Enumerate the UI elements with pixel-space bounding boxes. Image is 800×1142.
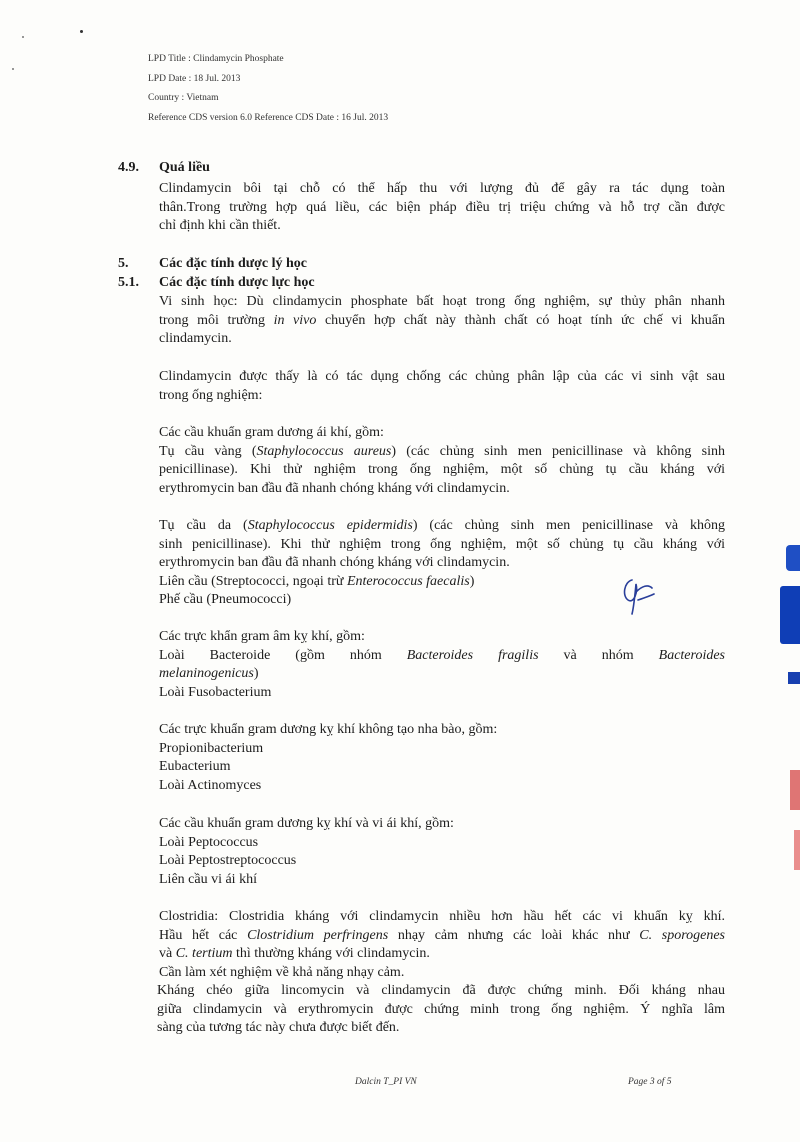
header-country: Country : Vietnam: [148, 93, 219, 103]
text-line: trong ống nghiệm:: [159, 387, 263, 403]
text-line: thân.Trong trường hợp quá liều, các biện pháp điều trị triệu chứng và hỗ trợ cần được: [159, 199, 725, 215]
scan-speck: [80, 30, 83, 33]
section-4-9-heading: [118, 160, 210, 176]
text-line: sinh penicillinase). Khi thử nghiệm trong ống nghiệm, một số chủng tụ cầu kháng với: [159, 536, 725, 552]
list-item: Eubacterium: [159, 759, 231, 774]
handwritten-initials: [618, 574, 658, 618]
group-heading: Các cầu khuẩn gram dương ái khí, gồm:: [159, 425, 384, 440]
header-lpd-title: LPD Title : Clindamycin Phosphate: [148, 54, 284, 64]
text-line: clindamycin.: [159, 331, 232, 346]
scan-edge-mark: [788, 672, 800, 684]
group-heading: Các cầu khuẩn gram dương kỵ khí và vi ái khí, gồm:: [159, 816, 454, 831]
list-item: Loài Peptostreptococcus: [159, 853, 297, 868]
footer-document-id: Dalcin T_PI VN: [355, 1077, 417, 1087]
text-line: Kháng chéo giữa lincomycin và clindamycin đã được chứng minh. Đối kháng nhau: [157, 983, 725, 998]
anaerobic-gram-positive-bacilli: [159, 721, 725, 795]
header-reference-cds: Reference CDS version 6.0 Reference CDS Date : 16 Jul. 2013: [148, 112, 389, 123]
text-line: Clindamycin bôi tại chỗ có thể hấp thu với lượng đủ để gây ra tác dụng toàn: [159, 181, 725, 196]
text-line: Clostridia: Clostridia kháng với clindamycin nhiều hơn hầu hết các vi khuẩn kỵ khí.: [159, 909, 725, 924]
text-line: giữa clindamycin và erythromycin được chứng minh trong ống nghiệm. Ý nghĩa lâm: [157, 1001, 725, 1017]
text-line: erythromycin ban đầu đã nhanh chóng kháng với clindamycin.: [159, 480, 510, 496]
list-item: Loài Peptococcus: [159, 834, 259, 850]
document-header: [148, 50, 388, 128]
text-line: Tụ cầu vàng (Staphylococcus aureus) (các chủng sinh men penicillinase và không sinh: [159, 443, 725, 459]
list-item: Loài Actinomyces: [159, 777, 262, 793]
text-line: chỉ định khi cần thiết.: [159, 218, 281, 233]
list-item: Liên cầu vi ái khí: [159, 871, 257, 887]
scan-speck: [22, 36, 24, 38]
scan-edge-mark: [786, 545, 800, 571]
section-title: Các đặc tính dược lực học: [159, 275, 315, 290]
clostridia-paragraph: [159, 908, 725, 982]
aerobic-gram-positive-cocci: [159, 424, 725, 498]
group-heading: Các trực khẩn gram âm kỵ khí, gồm:: [159, 629, 365, 644]
group-heading: Các trực khuẩn gram dương kỵ khí không tạo nha bào, gồm:: [159, 722, 498, 737]
section-number: 5.: [118, 256, 129, 271]
text-line: erythromycin ban đầu đã nhanh chóng kháng với clindamycin.: [159, 555, 510, 570]
anaerobic-gram-negative-bacilli: [159, 628, 725, 702]
text-line: Cần làm xét nghiệm về khả năng nhạy cảm.: [159, 964, 405, 980]
section-number: 4.9.: [118, 160, 139, 175]
activity-paragraph: [159, 368, 725, 405]
section-5-heading: [118, 256, 307, 272]
text-line: Liên cầu (Streptococci, ngoại trừ Enterococcus faecalis): [159, 573, 475, 589]
text-line: penicillinase). Khi thử nghiệm trong ống nghiệm, một số chủng tụ cầu kháng với: [159, 462, 725, 477]
scan-edge-mark: [780, 586, 800, 644]
scan-edge-mark: [794, 830, 800, 870]
text-line: Hầu hết các Clostridium perfringens nhạy cảm nhưng các loài khác như C. sporogenes: [159, 927, 726, 943]
section-number: 5.1.: [118, 275, 139, 290]
text-line: Phế cầu (Pneumococci): [159, 592, 292, 607]
text-line: Clindamycin được thấy là có tác dụng chống các chủng phân lập của các vi sinh vật sau: [159, 369, 725, 384]
list-item: Propionibacterium: [159, 740, 264, 756]
text-line: trong môi trường in vivo chuyển hợp chất này thành chất có hoạt tính ức chế vi khuẩn: [159, 312, 725, 328]
text-line: Loài Bacteroide (gồm nhóm Bacteroides fragilis và nhóm Bacteroides: [159, 647, 726, 663]
scan-speck: [12, 68, 14, 70]
overdose-paragraph: [159, 180, 725, 236]
text-line: Tụ cầu da (Staphylococcus epidermidis) (các chủng sinh men penicillinase và không: [159, 518, 726, 533]
scan-edge-mark: [790, 770, 800, 810]
text-line: và C. tertium thì thường kháng với clindamycin.: [159, 946, 430, 961]
section-title: Quá liều: [159, 160, 210, 175]
footer-page-number: Page 3 of 5: [628, 1077, 672, 1087]
text-line: Loài Fusobacterium: [159, 684, 272, 700]
anaerobic-microaerophilic-cocci: [159, 815, 725, 889]
microbiology-paragraph: [159, 293, 725, 349]
text-line: sàng của tương tác này chưa được biết đến.: [157, 1020, 400, 1035]
section-5-1-heading: [118, 275, 315, 291]
header-lpd-date: LPD Date : 18 Jul. 2013: [148, 73, 241, 84]
section-title: Các đặc tính dược lý học: [159, 256, 307, 271]
text-line: Vi sinh học: Dù clindamycin phosphate bất hoạt trong ống nghiệm, sự thủy phân nhanh: [159, 294, 725, 309]
text-line: melaninogenicus): [159, 666, 259, 681]
cross-resistance-paragraph: [157, 982, 725, 1038]
